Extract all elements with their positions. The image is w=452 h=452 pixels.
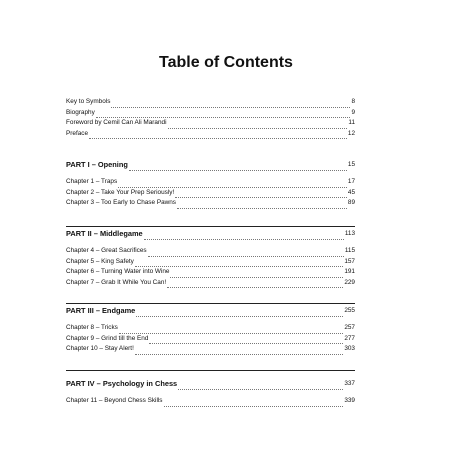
toc-entry-label: Biography xyxy=(66,108,95,116)
dot-leader xyxy=(135,259,343,267)
section-divider xyxy=(66,226,355,227)
toc-entry[interactable] xyxy=(66,246,355,257)
part-section xyxy=(66,228,355,288)
dot-leader xyxy=(168,121,348,129)
dot-leader xyxy=(129,162,347,171)
dot-leader xyxy=(89,131,347,139)
toc-entry[interactable] xyxy=(66,97,355,108)
part-page: 113 xyxy=(344,230,355,237)
toc-entry[interactable] xyxy=(66,396,355,407)
toc-entry[interactable] xyxy=(66,344,355,355)
dot-leader xyxy=(148,249,344,257)
page-title: Table of Contents xyxy=(159,54,293,71)
dot-leader xyxy=(118,180,347,188)
part-heading[interactable] xyxy=(66,305,355,317)
toc-entry-page: 11 xyxy=(348,119,355,126)
toc-entry-page: 277 xyxy=(344,334,355,342)
toc-entry-label: Chapter 2 – Take Your Prep Seriously! xyxy=(66,188,175,196)
dot-leader xyxy=(136,308,343,317)
toc-entry-label: Chapter 8 – Tricks xyxy=(66,324,118,331)
toc-entry-page: 257 xyxy=(344,324,355,331)
toc-entry-label: Key to Symbols xyxy=(66,98,111,105)
toc-entry[interactable] xyxy=(66,323,355,334)
dot-leader xyxy=(96,110,351,118)
part-page: 255 xyxy=(344,307,355,314)
toc-entry[interactable] xyxy=(66,267,355,278)
part-title: PART II – Middlegame xyxy=(66,229,143,238)
toc-entry-page: 89 xyxy=(347,199,355,206)
toc-entry-label: Chapter 1 – Traps xyxy=(66,178,118,185)
toc-entry-page: 8 xyxy=(351,98,355,105)
dot-leader xyxy=(164,399,344,407)
toc-entry-label: Chapter 6 – Turning Water into Wine xyxy=(66,268,170,275)
toc-entry-label: Foreword by Cemil Can Ali Marandi xyxy=(66,119,167,126)
toc-entry-page: 45 xyxy=(347,188,355,196)
toc-entry-page: 12 xyxy=(347,129,355,137)
dot-leader xyxy=(170,270,343,278)
toc-entry[interactable] xyxy=(66,177,355,188)
dot-leader xyxy=(178,381,343,390)
toc-entry-page: 191 xyxy=(344,268,355,275)
dot-leader xyxy=(135,347,343,355)
dot-leader xyxy=(177,201,347,209)
part-title: PART III – Endgame xyxy=(66,306,136,315)
toc-entry[interactable] xyxy=(66,257,355,268)
toc-entry-page: 339 xyxy=(344,397,355,404)
part-section xyxy=(66,159,355,209)
toc-entry[interactable] xyxy=(66,198,355,209)
toc-entry[interactable] xyxy=(66,278,355,289)
part-section xyxy=(66,305,355,355)
toc-entry[interactable] xyxy=(66,188,355,199)
dot-leader xyxy=(144,231,344,240)
toc-entry-page: 303 xyxy=(344,345,355,352)
toc-entry-label: Chapter 10 – Stay Alert! xyxy=(66,345,134,352)
toc-entry-page: 9 xyxy=(351,108,355,116)
dot-leader xyxy=(175,190,347,198)
front-matter-list xyxy=(66,97,355,139)
toc-entry-label: Chapter 4 – Great Sacrifices xyxy=(66,247,147,254)
toc-entry-page: 229 xyxy=(344,278,355,286)
toc-entry[interactable] xyxy=(66,334,355,345)
part-page: 337 xyxy=(344,380,355,387)
toc-entry[interactable] xyxy=(66,108,355,119)
toc-entry-page: 115 xyxy=(344,247,355,254)
part-page: 15 xyxy=(347,161,355,168)
section-divider xyxy=(66,370,355,371)
toc-entry-label: Chapter 3 – Too Early to Chase Pawns xyxy=(66,199,177,206)
section-divider xyxy=(66,303,355,304)
toc-entry-label: Preface xyxy=(66,129,89,137)
toc-entry-page: 17 xyxy=(347,178,355,185)
dot-leader xyxy=(111,100,350,108)
toc-entry-label: Chapter 9 – Grind till the End xyxy=(66,334,149,342)
toc-entry-label: Chapter 5 – King Safety xyxy=(66,257,134,265)
toc-entry-label: Chapter 7 – Grab It While You Can! xyxy=(66,278,167,286)
dot-leader xyxy=(119,326,343,334)
dot-leader xyxy=(149,336,343,344)
toc-entry-label: Chapter 11 – Beyond Chess Skills xyxy=(66,397,163,404)
dot-leader xyxy=(167,280,343,288)
toc-entry[interactable] xyxy=(66,129,355,140)
part-title: PART IV – Psychology in Chess xyxy=(66,379,178,388)
part-heading[interactable] xyxy=(66,228,355,240)
toc-entry[interactable] xyxy=(66,118,355,129)
toc-entry-page: 157 xyxy=(344,257,355,265)
part-title: PART I – Opening xyxy=(66,160,128,169)
part-heading[interactable] xyxy=(66,159,355,171)
part-section xyxy=(66,378,355,407)
part-heading[interactable] xyxy=(66,378,355,390)
